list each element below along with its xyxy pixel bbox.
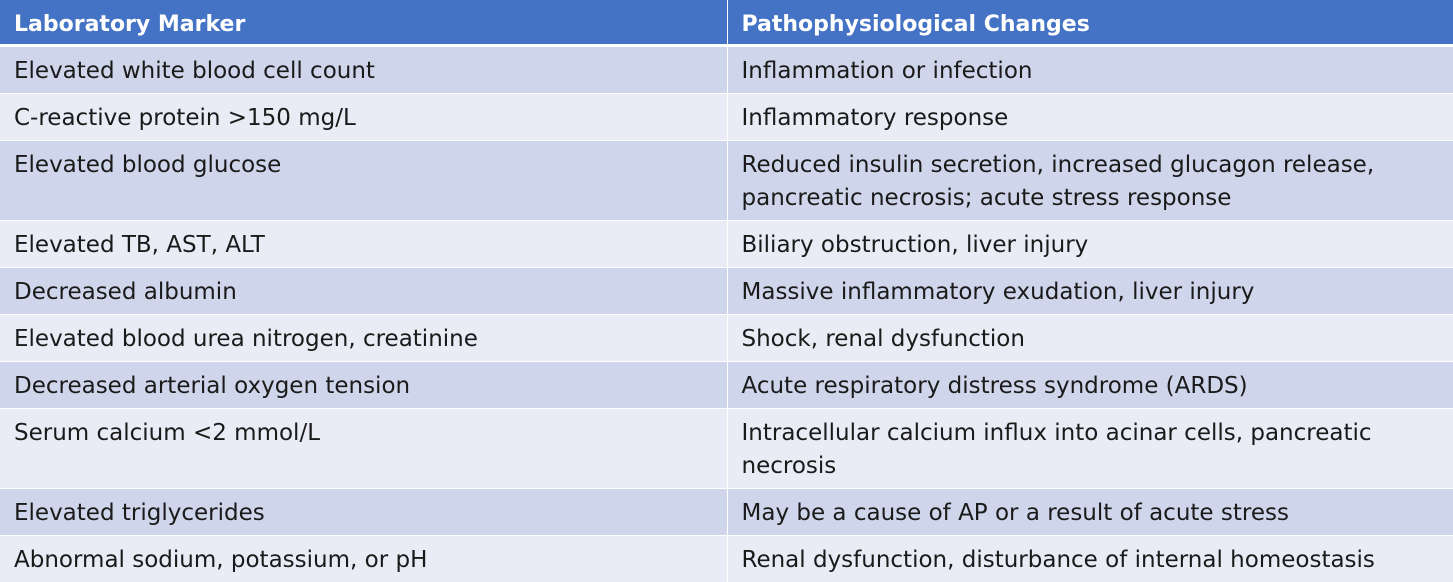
header-pathophysiological-changes: Pathophysiological Changes [727, 0, 1453, 46]
change-cell: Inflammation or infection [727, 46, 1453, 94]
table-row [0, 141, 1453, 221]
table-row [0, 489, 1453, 536]
change-cell: Acute respiratory distress syndrome (ARDS) [727, 362, 1453, 409]
marker-cell: Elevated triglycerides [0, 489, 727, 536]
table-row [0, 268, 1453, 315]
marker-cell: Decreased albumin [0, 268, 727, 315]
change-cell: May be a cause of AP or a result of acute stress [727, 489, 1453, 536]
table-row [0, 94, 1453, 141]
change-cell: Massive inflammatory exudation, liver injury [727, 268, 1453, 315]
change-cell: Intracellular calcium influx into acinar cells, pancreatic necrosis [727, 409, 1453, 489]
change-cell: Renal dysfunction, disturbance of internal homeostasis [727, 536, 1453, 582]
header-laboratory-marker: Laboratory Marker [0, 0, 727, 46]
marker-cell: Abnormal sodium, potassium, or pH [0, 536, 727, 582]
marker-cell: Elevated white blood cell count [0, 46, 727, 94]
marker-cell: Elevated blood glucose [0, 141, 727, 221]
marker-cell: C-reactive protein >150 mg/L [0, 94, 727, 141]
table-row [0, 536, 1453, 582]
table-row [0, 315, 1453, 362]
marker-cell: Decreased arterial oxygen tension [0, 362, 727, 409]
table-header-row [0, 0, 1453, 46]
table-row [0, 46, 1453, 94]
change-cell: Biliary obstruction, liver injury [727, 221, 1453, 268]
table-row [0, 362, 1453, 409]
marker-cell: Elevated TB, AST, ALT [0, 221, 727, 268]
table-row [0, 409, 1453, 489]
marker-cell: Elevated blood urea nitrogen, creatinine [0, 315, 727, 362]
marker-cell: Serum calcium <2 mmol/L [0, 409, 727, 489]
table-row [0, 221, 1453, 268]
change-cell: Inflammatory response [727, 94, 1453, 141]
change-cell: Shock, renal dysfunction [727, 315, 1453, 362]
change-cell: Reduced insulin secretion, increased glucagon release, pancreatic necrosis; acute stress response [727, 141, 1453, 221]
